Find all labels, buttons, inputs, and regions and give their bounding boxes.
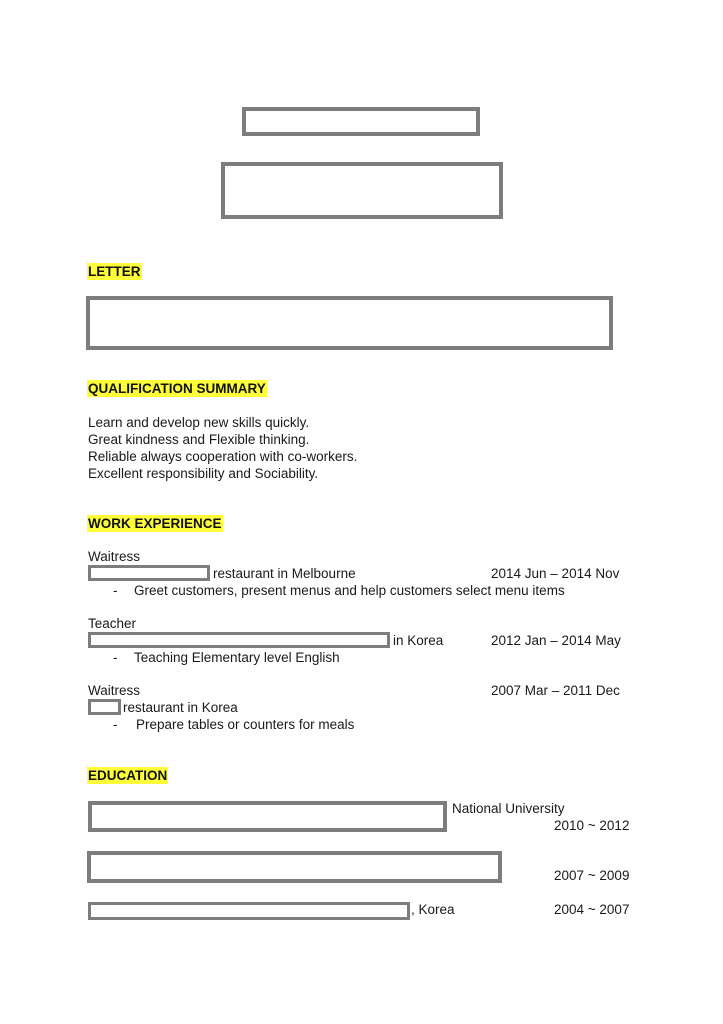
bullet-dash: - bbox=[113, 583, 118, 598]
redacted-employer bbox=[88, 699, 121, 715]
job-title: Waitress bbox=[88, 683, 141, 698]
redacted-school bbox=[88, 902, 410, 920]
letter-heading: LETTER bbox=[88, 264, 141, 279]
education-dates: 2004 ~ 2007 bbox=[554, 902, 630, 917]
job-title: Teacher bbox=[88, 616, 137, 631]
school-location: , Korea bbox=[411, 902, 455, 917]
qualification-heading: QUALIFICATION SUMMARY bbox=[88, 381, 266, 396]
redacted-contact-info bbox=[221, 162, 503, 219]
job-duty: Teaching Elementary level English bbox=[134, 650, 340, 665]
education-dates: 2010 ~ 2012 bbox=[554, 818, 630, 833]
bullet-dash: - bbox=[113, 650, 118, 665]
job-place: restaurant in Melbourne bbox=[213, 566, 356, 581]
job-place: restaurant in Korea bbox=[123, 700, 238, 715]
bullet-dash: - bbox=[113, 717, 118, 732]
job-duty: Greet customers, present menus and help customers select menu items bbox=[134, 583, 565, 598]
job-dates: 2012 Jan – 2014 May bbox=[491, 633, 621, 648]
qualification-line: Excellent responsibility and Sociability. bbox=[88, 466, 319, 481]
redacted-letter bbox=[86, 296, 613, 350]
redacted-school bbox=[88, 801, 447, 832]
job-place: in Korea bbox=[393, 633, 444, 648]
job-title: Waitress bbox=[88, 549, 141, 564]
qualification-line: Reliable always cooperation with co-workers. bbox=[88, 449, 358, 464]
school-name: National University bbox=[452, 801, 565, 816]
qualification-line: Great kindness and Flexible thinking. bbox=[88, 432, 310, 447]
work-experience-heading: WORK EXPERIENCE bbox=[88, 516, 222, 531]
job-dates: 2014 Jun – 2014 Nov bbox=[491, 566, 620, 581]
redacted-name bbox=[242, 107, 480, 136]
redacted-employer bbox=[88, 565, 210, 581]
education-heading: EDUCATION bbox=[88, 768, 168, 783]
job-duty: Prepare tables or counters for meals bbox=[136, 717, 355, 732]
qualification-line: Learn and develop new skills quickly. bbox=[88, 415, 310, 430]
education-dates: 2007 ~ 2009 bbox=[554, 868, 630, 883]
redacted-employer bbox=[88, 632, 390, 648]
redacted-school bbox=[87, 851, 502, 883]
job-dates: 2007 Mar – 2011 Dec bbox=[491, 683, 620, 698]
